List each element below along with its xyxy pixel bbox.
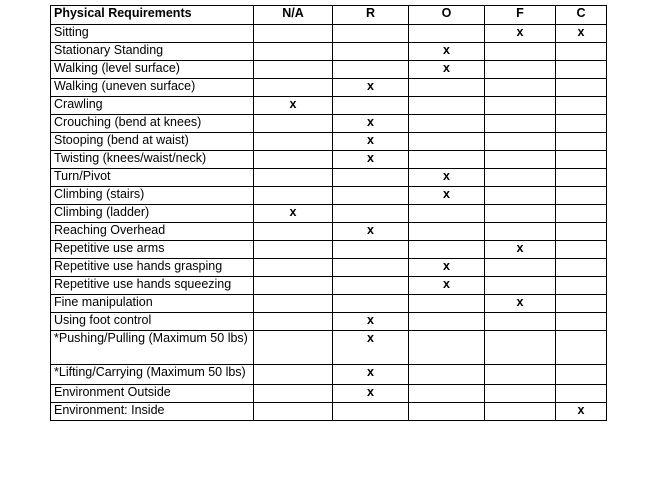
frequency-cell: x xyxy=(333,133,409,151)
frequency-cell: x xyxy=(485,241,556,259)
frequency-cell xyxy=(254,61,333,79)
frequency-cell xyxy=(409,331,485,365)
frequency-cell xyxy=(333,61,409,79)
frequency-cell xyxy=(556,241,607,259)
table-row xyxy=(51,403,607,421)
table-row xyxy=(51,79,607,97)
frequency-cell: x xyxy=(409,43,485,61)
frequency-cell xyxy=(485,169,556,187)
table-body xyxy=(51,25,607,421)
frequency-cell xyxy=(409,25,485,43)
frequency-cell xyxy=(485,259,556,277)
frequency-cell: x xyxy=(409,259,485,277)
frequency-cell xyxy=(556,295,607,313)
frequency-cell xyxy=(254,241,333,259)
frequency-cell xyxy=(333,241,409,259)
frequency-cell xyxy=(556,223,607,241)
frequency-cell xyxy=(333,187,409,205)
requirement-label: Turn/Pivot xyxy=(51,169,254,187)
frequency-cell xyxy=(254,151,333,169)
requirement-label: Stooping (bend at waist) xyxy=(51,133,254,151)
requirement-label: *Pushing/Pulling (Maximum 50 lbs) xyxy=(51,331,254,365)
frequency-cell: x xyxy=(409,187,485,205)
table-row xyxy=(51,187,607,205)
frequency-cell: x xyxy=(556,25,607,43)
frequency-cell xyxy=(409,403,485,421)
frequency-cell xyxy=(485,331,556,365)
frequency-cell xyxy=(409,313,485,331)
requirement-label: Sitting xyxy=(51,25,254,43)
table-row xyxy=(51,25,607,43)
table-row xyxy=(51,61,607,79)
frequency-cell: x xyxy=(333,115,409,133)
requirement-label: *Lifting/Carrying (Maximum 50 lbs) xyxy=(51,365,254,385)
frequency-cell xyxy=(409,133,485,151)
frequency-cell xyxy=(333,403,409,421)
frequency-cell: x xyxy=(409,61,485,79)
frequency-cell xyxy=(556,79,607,97)
frequency-cell xyxy=(485,133,556,151)
frequency-cell xyxy=(254,169,333,187)
frequency-cell xyxy=(254,115,333,133)
frequency-cell xyxy=(556,385,607,403)
frequency-cell xyxy=(254,223,333,241)
frequency-cell xyxy=(556,133,607,151)
frequency-cell xyxy=(556,43,607,61)
frequency-cell xyxy=(333,205,409,223)
frequency-cell xyxy=(333,295,409,313)
frequency-cell xyxy=(409,365,485,385)
header-row xyxy=(51,6,607,25)
requirement-label: Repetitive use arms xyxy=(51,241,254,259)
frequency-cell xyxy=(485,79,556,97)
frequency-cell: x xyxy=(333,79,409,97)
frequency-cell xyxy=(485,43,556,61)
frequency-cell xyxy=(409,385,485,403)
frequency-cell xyxy=(254,43,333,61)
requirement-label: Crawling xyxy=(51,97,254,115)
frequency-cell: x xyxy=(333,313,409,331)
frequency-cell xyxy=(254,313,333,331)
frequency-cell xyxy=(409,241,485,259)
header-r: R xyxy=(333,6,409,25)
frequency-cell xyxy=(556,151,607,169)
requirement-label: Stationary Standing xyxy=(51,43,254,61)
frequency-cell xyxy=(556,259,607,277)
frequency-cell: x xyxy=(485,295,556,313)
table-row xyxy=(51,365,607,385)
table-row xyxy=(51,277,607,295)
frequency-cell xyxy=(556,61,607,79)
physical-requirements-table xyxy=(50,5,607,421)
frequency-cell xyxy=(556,365,607,385)
frequency-cell xyxy=(556,115,607,133)
frequency-cell xyxy=(556,169,607,187)
frequency-cell xyxy=(485,385,556,403)
frequency-cell xyxy=(409,205,485,223)
frequency-cell xyxy=(485,187,556,205)
requirement-label: Climbing (stairs) xyxy=(51,187,254,205)
requirement-label: Twisting (knees/waist/neck) xyxy=(51,151,254,169)
frequency-cell: x xyxy=(409,277,485,295)
requirement-label: Walking (uneven surface) xyxy=(51,79,254,97)
table-row xyxy=(51,223,607,241)
frequency-cell xyxy=(333,259,409,277)
requirement-label: Reaching Overhead xyxy=(51,223,254,241)
table-row xyxy=(51,331,607,365)
frequency-cell xyxy=(254,331,333,365)
frequency-cell xyxy=(485,151,556,169)
frequency-cell: x xyxy=(556,403,607,421)
frequency-cell xyxy=(333,97,409,115)
frequency-cell xyxy=(556,313,607,331)
frequency-cell xyxy=(485,365,556,385)
frequency-cell xyxy=(409,295,485,313)
table-row xyxy=(51,313,607,331)
header-f: F xyxy=(485,6,556,25)
frequency-cell xyxy=(556,97,607,115)
frequency-cell xyxy=(254,277,333,295)
frequency-cell: x xyxy=(333,151,409,169)
table-row xyxy=(51,241,607,259)
requirement-label: Fine manipulation xyxy=(51,295,254,313)
frequency-cell xyxy=(409,115,485,133)
frequency-cell xyxy=(254,365,333,385)
table-row xyxy=(51,133,607,151)
header-physical-requirements: Physical Requirements xyxy=(51,6,254,25)
requirement-label: Crouching (bend at knees) xyxy=(51,115,254,133)
frequency-cell xyxy=(485,277,556,295)
frequency-cell xyxy=(409,151,485,169)
requirement-label: Environment: Inside xyxy=(51,403,254,421)
table-row xyxy=(51,43,607,61)
frequency-cell xyxy=(254,25,333,43)
frequency-cell: x xyxy=(333,385,409,403)
frequency-cell: x xyxy=(333,365,409,385)
frequency-cell xyxy=(485,223,556,241)
header-na: N/A xyxy=(254,6,333,25)
frequency-cell xyxy=(254,187,333,205)
frequency-cell: x xyxy=(254,205,333,223)
table-row xyxy=(51,295,607,313)
frequency-cell: x xyxy=(409,169,485,187)
requirement-label: Repetitive use hands squeezing xyxy=(51,277,254,295)
frequency-cell xyxy=(485,205,556,223)
requirement-label: Using foot control xyxy=(51,313,254,331)
requirement-label: Environment Outside xyxy=(51,385,254,403)
frequency-cell xyxy=(409,79,485,97)
frequency-cell: x xyxy=(485,25,556,43)
frequency-cell xyxy=(485,61,556,79)
frequency-cell xyxy=(254,403,333,421)
frequency-cell xyxy=(409,97,485,115)
frequency-cell xyxy=(333,43,409,61)
frequency-cell xyxy=(485,115,556,133)
requirement-label: Repetitive use hands grasping xyxy=(51,259,254,277)
table-row xyxy=(51,205,607,223)
table-row xyxy=(51,97,607,115)
frequency-cell xyxy=(556,331,607,365)
frequency-cell xyxy=(409,223,485,241)
frequency-cell: x xyxy=(333,223,409,241)
frequency-cell xyxy=(254,79,333,97)
frequency-cell xyxy=(556,277,607,295)
frequency-cell xyxy=(556,187,607,205)
frequency-cell xyxy=(556,205,607,223)
frequency-cell xyxy=(333,25,409,43)
frequency-cell xyxy=(254,385,333,403)
requirement-label: Climbing (ladder) xyxy=(51,205,254,223)
header-o: O xyxy=(409,6,485,25)
frequency-cell xyxy=(485,313,556,331)
table-row xyxy=(51,169,607,187)
frequency-cell: x xyxy=(333,331,409,365)
table-row xyxy=(51,259,607,277)
frequency-cell xyxy=(254,133,333,151)
requirement-label: Walking (level surface) xyxy=(51,61,254,79)
frequency-cell xyxy=(254,259,333,277)
frequency-cell xyxy=(333,169,409,187)
table-row xyxy=(51,385,607,403)
frequency-cell xyxy=(485,403,556,421)
frequency-cell xyxy=(254,295,333,313)
frequency-cell: x xyxy=(254,97,333,115)
frequency-cell xyxy=(333,277,409,295)
table-row xyxy=(51,151,607,169)
frequency-cell xyxy=(485,97,556,115)
header-c: C xyxy=(556,6,607,25)
table-row xyxy=(51,115,607,133)
